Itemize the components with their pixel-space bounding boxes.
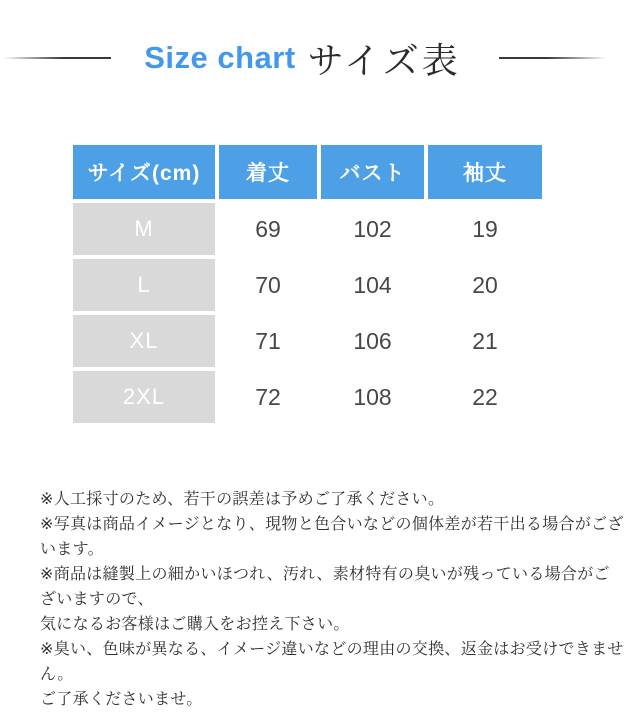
column-header-length: 着丈 [219, 145, 317, 199]
cell-m-bust: 102 [321, 203, 424, 255]
column-header-bust: バスト [321, 145, 424, 199]
note-line-4: 気になるお客様はご購入をお控え下さい。 [40, 616, 350, 633]
cell-2xl-sleeve: 22 [428, 371, 542, 423]
note-line-1: ※人工採寸のため、若干の誤差は予めご了承ください。 [40, 491, 445, 508]
title-japanese: サイズ表 [307, 39, 461, 81]
row-label-2xl: 2XL [73, 371, 215, 423]
row-label-xl: XL [73, 315, 215, 367]
row-label-m: M [73, 203, 215, 255]
cell-l-sleeve: 20 [428, 259, 542, 311]
title-english: Size chart [144, 40, 296, 75]
column-header-size: サイズ(cm) [73, 145, 215, 199]
cell-xl-length: 71 [219, 315, 317, 367]
page-title [0, 36, 625, 80]
row-label-l: L [73, 259, 215, 311]
note-line-2: ※写真は商品イメージとなり、現物と色合いなどの個体差が若干出る場合がございます。 [40, 516, 624, 558]
cell-xl-bust: 106 [321, 315, 424, 367]
cell-l-bust: 104 [321, 259, 424, 311]
note-line-6: ご了承くださいませ。 [40, 691, 203, 708]
cell-l-length: 70 [219, 259, 317, 311]
column-header-sleeve: 袖丈 [428, 145, 542, 199]
title-divider-left [3, 57, 111, 59]
title-divider-right [499, 57, 607, 59]
note-line-5: ※臭い、色味が異なる、イメージ違いなどの理由の交換、返金はお受けできません。 [40, 641, 624, 683]
cell-m-length: 69 [219, 203, 317, 255]
note-line-3: ※商品は縫製上の細かいほつれ、汚れ、素材特有の臭いが残っている場合がございますので、 [40, 566, 610, 608]
cell-xl-sleeve: 21 [428, 315, 542, 367]
cell-m-sleeve: 19 [428, 203, 542, 255]
notes [40, 487, 625, 712]
cell-2xl-length: 72 [219, 371, 317, 423]
cell-2xl-bust: 108 [321, 371, 424, 423]
size-table [73, 145, 542, 423]
